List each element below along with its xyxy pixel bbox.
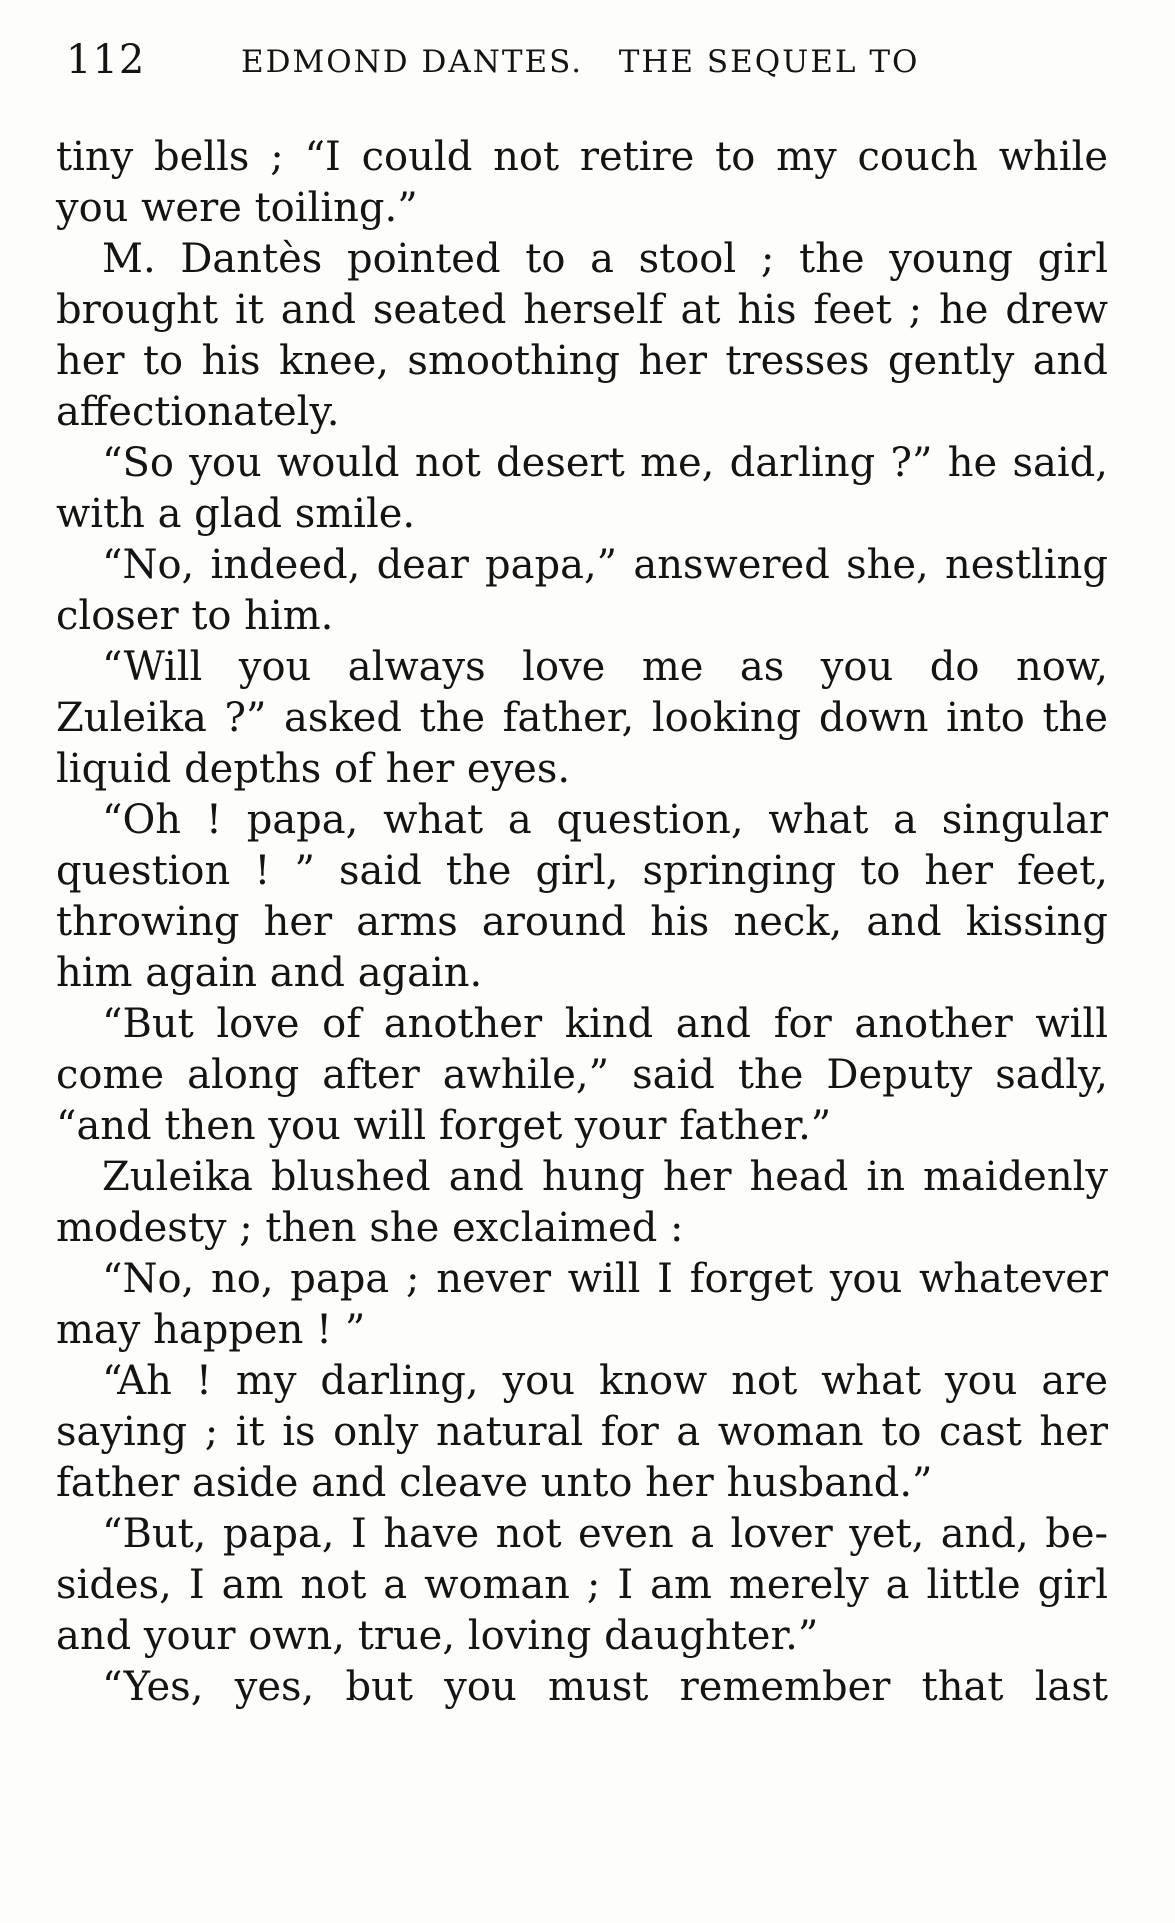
text-line: come along after awhile,” said the Deputy sadly,: [56, 1052, 1108, 1098]
text-line: “Will you always love me as you do now,: [102, 644, 1108, 690]
text-line: “Ah ! my darling, you know not what you are: [102, 1358, 1108, 1404]
text-line: affectionately.: [56, 389, 340, 435]
text-line: sides, I am not a woman ; I am merely a little girl: [56, 1562, 1108, 1608]
running-title: EDMOND DANTES. THE SEQUEL TO: [241, 44, 920, 80]
text-line: saying ; it is only natural for a woman to cast her: [56, 1409, 1108, 1455]
text-line: him again and again.: [56, 950, 483, 996]
text-line: “Yes, yes, but you must remember that last: [102, 1664, 1108, 1710]
body-text: [56, 132, 1108, 1713]
text-line: her to his knee, smoothing her tresses gently and: [56, 338, 1108, 384]
text-line: you were toiling.”: [56, 185, 418, 231]
text-line: “But love of another kind and for another will: [102, 1001, 1108, 1047]
text-line: “No, no, papa ; never will I forget you whatever: [102, 1256, 1108, 1302]
page-header: [66, 30, 1116, 90]
text-line: question ! ” said the girl, springing to her feet,: [56, 848, 1108, 894]
text-line: liquid depths of her eyes.: [56, 746, 571, 792]
text-line: “and then you will forget your father.”: [56, 1103, 832, 1149]
text-line: “No, indeed, dear papa,” answered she, nestling: [102, 542, 1108, 588]
text-line: father aside and cleave unto her husband.”: [56, 1460, 933, 1506]
text-line: closer to him.: [56, 593, 334, 639]
text-line: Zuleika ?” asked the father, looking down into the: [56, 695, 1108, 741]
text-line: modesty ; then she exclaimed :: [56, 1205, 684, 1251]
text-line: “Oh ! papa, what a question, what a singular: [102, 797, 1108, 843]
text-line: and your own, true, loving daughter.”: [56, 1613, 819, 1659]
text-line: with a glad smile.: [56, 491, 416, 537]
text-line: tiny bells ; “I could not retire to my couch while: [56, 134, 1108, 180]
text-line: “But, papa, I have not even a lover yet, and, be-: [102, 1511, 1108, 1557]
text-line: “So you would not desert me, darling ?” he said,: [102, 440, 1108, 486]
text-line: M. Dantès pointed to a stool ; the young girl: [102, 236, 1108, 282]
page-number: 112: [66, 37, 146, 83]
text-line: Zuleika blushed and hung her head in maidenly: [102, 1154, 1108, 1200]
text-line: brought it and seated herself at his feet ; he drew: [56, 287, 1108, 333]
text-line: may happen ! ”: [56, 1307, 366, 1353]
text-line: throwing her arms around his neck, and kissing: [56, 899, 1108, 945]
